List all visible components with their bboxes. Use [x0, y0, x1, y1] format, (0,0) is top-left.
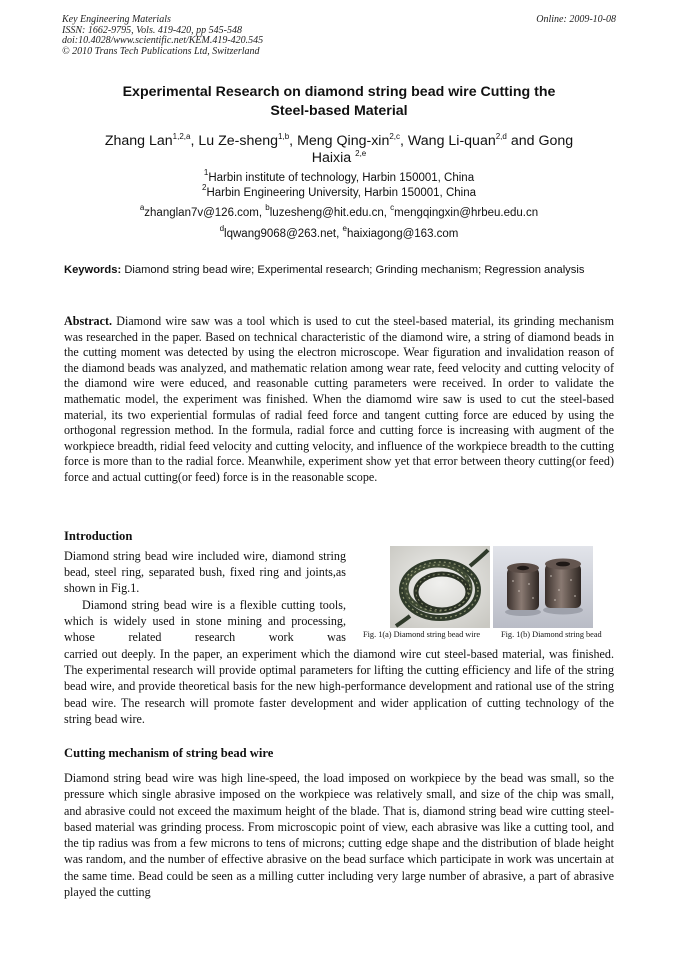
doi-line: doi:10.4028/www.scientific.net/KEM.419-420.545	[62, 35, 264, 46]
keywords-text: Diamond string bead wire; Experimental research; Grinding mechanism; Regression analysis	[124, 264, 585, 276]
author-1-sup: 1,2,a	[172, 132, 191, 141]
abstract	[64, 314, 614, 486]
affiliation-1: Harbin institute of technology, Harbin 150001, China	[208, 172, 475, 184]
author-2: Lu Ze-sheng	[198, 133, 279, 149]
affiliations: $^1$Harbin institute of technology, Harbin 150001, China $^2$Harbin Engineering University, Harbin 150001, China	[201, 168, 476, 199]
journal-name: Key Engineering Materials	[62, 14, 171, 25]
email-d: lqwang9068@263.net,	[224, 228, 340, 240]
figure-1a-caption: Fig. 1(a) Diamond string bead wire	[363, 630, 481, 639]
introduction-heading: Introduction	[64, 529, 133, 543]
copyright-line: © 2010 Trans Tech Publications Ltd, Switzerland	[62, 45, 260, 57]
introduction-para-2-rest: carried out deeply. In the paper, an experiment which the diamond wire cut steel-based material, was finished. The experimental research will provide optimal parameters for lifting the cutting efficiency and life of the string bead wire, and provide theoretical basis for the new high-performance development and rational use of the string bead wire. The research will promote faster development and wider application of cutting technology of the string bead wire.	[64, 647, 614, 726]
journal-header	[62, 15, 263, 57]
keywords-label: Keywords:	[64, 264, 122, 276]
author-4: Wang Li-quan	[407, 133, 496, 149]
cutting-mechanism-text: Diamond string bead wire was high line-speed, the load imposed on workpiece by the bead was small, so the pressure which single abrasive imposed on the workpiece was relatively small, and size of the chip was small, and abrasive could not exceed the maximum height of the blade. That is, diamond string bead wire cutting steel-based material was grinding process. From microscopic point of view, each abrasive was like a cutting tool, and the tip radius was from a few microns to tens of microns; cutting edge shape and the distribution of blade height was random, and the number of effective abrasive on the bead surface which participate in work was uncertain at the same time. Bead could be seen as a milling cutter including very large number of abrasive, a part of abrasive played the cutting	[64, 771, 614, 900]
abstract-label: Abstract.	[64, 314, 113, 328]
author-1: Zhang Lan	[104, 133, 173, 149]
email-line-1: $^a$zhanglan7v@126.com, $^b$luzesheng@hit.edu.cn, $^c$mengqingxin@hrbeu.edu.cn	[139, 203, 539, 219]
paper-title	[62, 83, 616, 121]
author-2-sup: 1,b	[278, 132, 290, 141]
abstract-text: Diamond wire saw was a tool which is used to cut the steel-based material, its grinding mechanism was researched in the paper. Based on technical characteristic of the diamond wire, a string of diamond beads in the cutting moment was detected by using the electron microscope. Wear figuration and invalidation reason of the diamond beads was analyzed, and mathematic relation among wear rate, feed velocity and cutting velocity of the diamond wire were educed, and reasonable cutting parameters were received. In order to validate the mathematic model, the experiment was finished. When the diamomd wire saw is used to cut the steel-based material, its two experiential formulas of radial feed force and tangent cutting force are educed by using the orthogonal regression method. In the formula, radial force and cutting force is increasing with augment of the workpiece breadth, ridial feed velocity and cutting velocity, and influence of the workpiece breadth to the cutting force is more than to the radial force. Meanwhile, experiment show yet that error between theory cutting(or feed) force and actual cutting(or feed) force is in the reasonable scope.	[64, 314, 614, 484]
cutting-mechanism-heading: Cutting mechanism of string bead wire	[64, 746, 274, 760]
email-line-2: $^d$lqwang9068@263.net, $^e$haixiagong@163.com	[219, 224, 459, 240]
author-and: and	[510, 133, 535, 149]
figure-1a-bead-wire-photo	[390, 546, 490, 628]
email-b: luzesheng@hit.edu.cn,	[269, 207, 387, 219]
issn-line: ISSN: 1662-9795, Vols. 419-420, pp 545-548	[62, 24, 242, 36]
online-date: Online: 2009-10-08	[536, 14, 616, 25]
keywords	[64, 263, 614, 277]
email-e: haixiagong@163.com	[346, 228, 459, 240]
email-a: zhanglan7v@126.com,	[144, 207, 263, 219]
author-3-sup: 2,c	[389, 132, 401, 141]
introduction-para-2-start: Diamond string bead wire is a flexible cutting tools, which is widely used in stone mining and processing, whose related research work was	[64, 597, 346, 645]
introduction-para-1: Diamond string bead wire included wire, diamond string bead, steel ring, separated bush, fixed ring and joints,as shown in Fig.1.	[64, 549, 346, 596]
author-3: Meng Qing-xin	[297, 133, 390, 149]
author-list: Zhang Lan$^{1,2,a}$, Lu Ze-sheng$^{1,b}$, Meng Qing-xin$^{2,c}$, Wang Li-quan$^{2,d}$ and Gong Haixia $^{2,e}$	[104, 132, 574, 166]
author-5-last: Haixia	[311, 150, 352, 166]
introduction-column	[64, 548, 346, 645]
title-line-1: Experimental Research on diamond string bead wire Cutting the	[122, 84, 556, 100]
author-4-sup: 2,d	[495, 132, 507, 141]
affiliation-2: Harbin Engineering University, Harbin 150001, China	[206, 187, 476, 199]
author-5-sup: 2,e	[355, 149, 367, 158]
figure-1b-caption: Fig. 1(b) Diamond string bead	[501, 630, 602, 639]
email-c: mengqingxin@hrbeu.edu.cn	[394, 207, 539, 219]
figure-1b-bead-photo	[493, 546, 593, 628]
author-5-first: Gong	[538, 133, 574, 149]
title-line-2: Steel-based Material	[270, 103, 408, 119]
